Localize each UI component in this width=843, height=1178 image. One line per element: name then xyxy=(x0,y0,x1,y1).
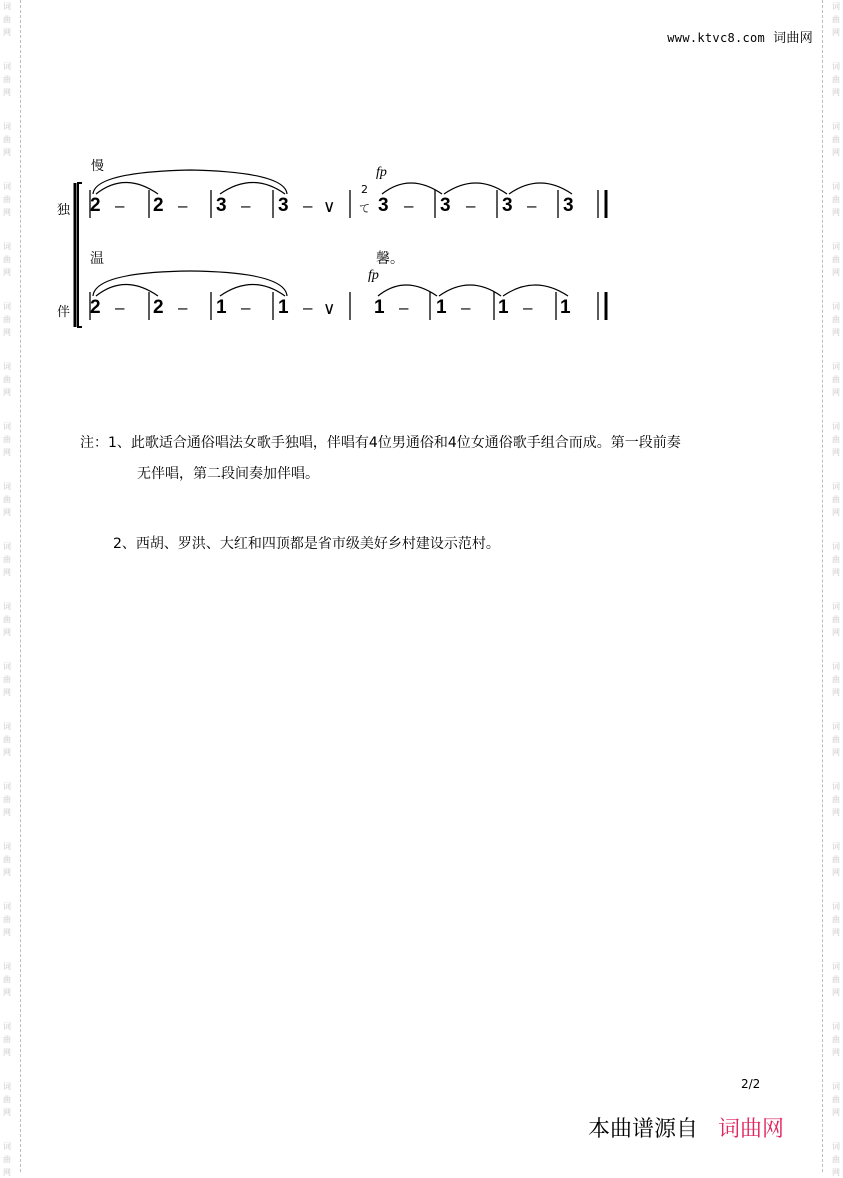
watermark-char: 网 xyxy=(3,88,11,97)
solo-dash: – xyxy=(303,196,313,215)
solo-note: 3 xyxy=(563,195,574,216)
part-label-solo: 独 xyxy=(57,203,71,218)
watermark-char: 词 xyxy=(832,1142,840,1151)
watermark-char: 词 xyxy=(3,602,11,611)
solo-dash: – xyxy=(241,196,251,215)
numbered-score xyxy=(0,0,843,360)
watermark-char: 词 xyxy=(832,122,840,131)
watermark-char: 词 xyxy=(3,902,11,911)
watermark-char: 网 xyxy=(832,688,840,697)
accomp-barlines xyxy=(90,292,598,320)
watermark-char: 词 xyxy=(3,842,11,851)
watermark-char: 网 xyxy=(832,868,840,877)
solo-dash: – xyxy=(466,196,476,215)
accomp-dash: – xyxy=(461,298,471,317)
watermark-char: 曲 xyxy=(832,555,840,564)
accomp-dash: – xyxy=(115,298,125,317)
watermark-char: 词 xyxy=(832,902,840,911)
watermark-char: 网 xyxy=(3,448,11,457)
watermark-char: 曲 xyxy=(3,1035,11,1044)
time-signature-bottom: て xyxy=(359,202,370,215)
dynamic-marking-solo: fp xyxy=(376,165,387,180)
watermark-char: 网 xyxy=(3,1168,11,1177)
watermark-char: 曲 xyxy=(3,375,11,384)
accomp-note: 1 xyxy=(436,297,447,318)
watermark-char: 网 xyxy=(832,568,840,577)
accomp-note: 2 xyxy=(90,297,101,318)
breath-mark: ∨ xyxy=(323,197,336,216)
watermark-char: 词 xyxy=(3,362,11,371)
accomp-note: 2 xyxy=(153,297,164,318)
watermark-char: 网 xyxy=(3,988,11,997)
tempo-marking: 慢 xyxy=(91,159,105,174)
watermark-char: 曲 xyxy=(3,195,11,204)
accomp-note: 1 xyxy=(498,297,509,318)
watermark-char: 网 xyxy=(3,388,11,397)
note-line-1: 注：1、此歌适合通俗唱法女歌手独唱，伴唱有4位男通俗和4位女通俗歌手组合而成。第一段前奏 xyxy=(80,435,681,451)
watermark-char: 词 xyxy=(832,182,840,191)
watermark-char: 词 xyxy=(3,542,11,551)
watermark-char: 曲 xyxy=(832,75,840,84)
accomp-dash: – xyxy=(523,298,533,317)
site-name: 词曲网 xyxy=(773,31,813,46)
watermark-char: 词 xyxy=(832,2,840,11)
watermark-char: 曲 xyxy=(832,795,840,804)
accomp-note: 1 xyxy=(560,297,571,318)
watermark-char: 曲 xyxy=(832,435,840,444)
watermark-char: 网 xyxy=(3,808,11,817)
watermark-char: 词 xyxy=(3,1082,11,1091)
solo-note: 3 xyxy=(378,195,389,216)
watermark-char: 网 xyxy=(3,148,11,157)
accomp-slurs xyxy=(93,271,568,296)
watermark-char: 词 xyxy=(832,602,840,611)
watermark-char: 曲 xyxy=(3,1155,11,1164)
watermark-char: 网 xyxy=(3,508,11,517)
watermark-char: 曲 xyxy=(3,435,11,444)
footer-source-label: 本曲谱源自 xyxy=(588,1117,699,1142)
score-lines xyxy=(0,0,843,360)
watermark-char: 曲 xyxy=(3,915,11,924)
watermark-char: 网 xyxy=(3,568,11,577)
watermark-char: 曲 xyxy=(832,675,840,684)
watermark-char: 曲 xyxy=(832,195,840,204)
solo-note: 3 xyxy=(440,195,451,216)
solo-note: 3 xyxy=(216,195,227,216)
watermark-char: 曲 xyxy=(832,255,840,264)
watermark-char: 词 xyxy=(832,302,840,311)
watermark-char: 词 xyxy=(832,1082,840,1091)
watermark-char: 词 xyxy=(3,182,11,191)
watermark-char: 曲 xyxy=(3,555,11,564)
solo-note: 3 xyxy=(502,195,513,216)
watermark-char: 曲 xyxy=(3,255,11,264)
solo-dash: – xyxy=(527,196,537,215)
time-signature-top: 2 xyxy=(361,183,368,196)
watermark-char: 词 xyxy=(832,542,840,551)
breath-mark: ∨ xyxy=(323,299,336,318)
footer-source xyxy=(588,1112,784,1143)
watermark-char: 词 xyxy=(832,962,840,971)
site-url[interactable]: www.ktvc8.com xyxy=(667,31,766,45)
watermark-char: 曲 xyxy=(3,795,11,804)
watermark-char: 曲 xyxy=(3,15,11,24)
watermark-char: 词 xyxy=(832,362,840,371)
watermark-char: 词 xyxy=(832,782,840,791)
watermark-char: 词 xyxy=(3,662,11,671)
accomp-dash: – xyxy=(399,298,409,317)
watermark-char: 曲 xyxy=(832,1155,840,1164)
watermark-char: 词 xyxy=(832,482,840,491)
watermark-char: 网 xyxy=(3,1048,11,1057)
lyric: 温 xyxy=(90,251,104,267)
watermark-char: 曲 xyxy=(832,495,840,504)
watermark-char: 网 xyxy=(832,28,840,37)
accomp-dash: – xyxy=(178,298,188,317)
watermark-char: 网 xyxy=(832,808,840,817)
watermark-char: 词 xyxy=(3,1142,11,1151)
watermark-char: 网 xyxy=(832,88,840,97)
watermark-char: 曲 xyxy=(3,855,11,864)
watermark-char: 曲 xyxy=(3,135,11,144)
watermark-char: 曲 xyxy=(832,1095,840,1104)
watermark-char: 词 xyxy=(832,422,840,431)
solo-dash: – xyxy=(115,196,125,215)
solo-dash: – xyxy=(404,196,414,215)
watermark-char: 词 xyxy=(3,1022,11,1031)
accomp-note: 1 xyxy=(216,297,227,318)
solo-note: 3 xyxy=(278,195,289,216)
watermark-char: 词 xyxy=(3,422,11,431)
watermark-char: 曲 xyxy=(3,315,11,324)
page-number: 2/2 xyxy=(741,1077,761,1091)
accomp-dash: – xyxy=(241,298,251,317)
watermark-char: 网 xyxy=(832,508,840,517)
lyric: 馨。 xyxy=(376,251,404,267)
watermark-char: 词 xyxy=(832,842,840,851)
watermark-char: 词 xyxy=(3,782,11,791)
watermark-char: 网 xyxy=(3,688,11,697)
watermark-char: 曲 xyxy=(832,135,840,144)
watermark-char: 曲 xyxy=(3,735,11,744)
watermark-char: 词 xyxy=(832,242,840,251)
watermark-char: 网 xyxy=(832,928,840,937)
watermark-char: 网 xyxy=(832,148,840,157)
watermark-char: 网 xyxy=(3,268,11,277)
watermark-char: 词 xyxy=(3,962,11,971)
watermark-char: 网 xyxy=(3,748,11,757)
watermark-char: 词 xyxy=(3,482,11,491)
watermark-char: 网 xyxy=(832,328,840,337)
solo-note: 2 xyxy=(153,195,164,216)
watermark-char: 网 xyxy=(832,1108,840,1117)
watermark-char: 曲 xyxy=(3,495,11,504)
watermark-char: 网 xyxy=(832,268,840,277)
part-label-accompaniment: 伴 xyxy=(57,305,71,320)
watermark-char: 曲 xyxy=(3,75,11,84)
watermark-char: 词 xyxy=(832,722,840,731)
watermark-char: 网 xyxy=(3,1108,11,1117)
solo-barlines xyxy=(90,190,598,218)
watermark-char: 曲 xyxy=(832,915,840,924)
watermark-char: 网 xyxy=(3,868,11,877)
watermark-char: 网 xyxy=(3,328,11,337)
watermark-char: 网 xyxy=(832,208,840,217)
watermark-char: 网 xyxy=(832,1048,840,1057)
dynamic-marking-accomp: fp xyxy=(368,268,379,283)
accomp-dash: – xyxy=(303,298,313,317)
watermark-char: 词 xyxy=(3,722,11,731)
watermark-char: 网 xyxy=(3,208,11,217)
watermark-char: 曲 xyxy=(3,975,11,984)
watermark-char: 网 xyxy=(832,628,840,637)
watermark-char: 网 xyxy=(832,748,840,757)
accomp-note: 1 xyxy=(278,297,289,318)
watermark-char: 曲 xyxy=(832,735,840,744)
note-line-2: 无伴唱，第二段间奏加伴唱。 xyxy=(137,466,319,482)
watermark-char: 网 xyxy=(3,928,11,937)
watermark-char: 网 xyxy=(832,1168,840,1177)
footer-brand-link[interactable]: 词曲网 xyxy=(718,1117,785,1142)
watermark-char: 词 xyxy=(3,2,11,11)
note-line-3: 2、西胡、罗洪、大红和四顶都是省市级美好乡村建设示范村。 xyxy=(113,536,500,552)
watermark-char: 词 xyxy=(832,662,840,671)
watermark-char: 曲 xyxy=(832,15,840,24)
watermark-char: 网 xyxy=(832,448,840,457)
watermark-char: 曲 xyxy=(3,615,11,624)
watermark-char: 曲 xyxy=(832,615,840,624)
solo-note: 2 xyxy=(90,195,101,216)
watermark-char: 网 xyxy=(832,388,840,397)
watermark-char: 词 xyxy=(3,62,11,71)
watermark-char: 曲 xyxy=(832,315,840,324)
watermark-char: 曲 xyxy=(3,675,11,684)
watermark-char: 曲 xyxy=(832,855,840,864)
watermark-char: 词 xyxy=(832,62,840,71)
solo-slurs xyxy=(93,170,572,194)
watermark-char: 曲 xyxy=(3,1095,11,1104)
watermark-char: 词 xyxy=(3,242,11,251)
watermark-char: 曲 xyxy=(832,975,840,984)
watermark-char: 词 xyxy=(832,1022,840,1031)
watermark-char: 网 xyxy=(832,988,840,997)
watermark-char: 网 xyxy=(3,628,11,637)
watermark-char: 词 xyxy=(3,302,11,311)
watermark-char: 词 xyxy=(3,122,11,131)
accomp-note: 1 xyxy=(374,297,385,318)
watermark-char: 网 xyxy=(3,28,11,37)
solo-dash: – xyxy=(178,196,188,215)
watermark-char: 曲 xyxy=(832,1035,840,1044)
system-bracket xyxy=(78,183,82,327)
watermark-char: 曲 xyxy=(832,375,840,384)
